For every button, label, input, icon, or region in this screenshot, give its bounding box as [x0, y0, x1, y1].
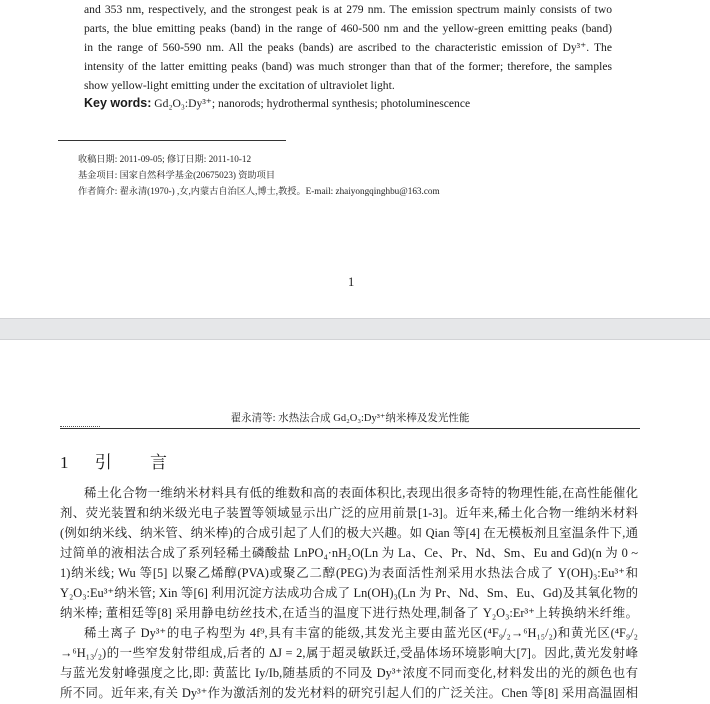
footnote-author-bio: 作者简介: 翟永清(1970-) ,女,内蒙古自治区人,博士,教授。E-mail: zhaiyongqinghbu@163.com: [78, 186, 440, 196]
section-title-char-1: 引: [94, 453, 114, 472]
abstract-line-4: intensity of the latter emitting peaks (band) was much stronger than that of the former; therefore, the samples: [84, 60, 612, 73]
page-separator: [0, 318, 710, 340]
page-number: 1: [348, 275, 355, 289]
abstract-line-3: in the range of 560-590 nm. All the peaks (bands) are ascribed to the characteristic emission of Dy³⁺. The: [84, 41, 612, 54]
document-page-2: [0, 340, 710, 700]
keywords-text: Gd₂O₃:Dy³⁺; nanorods; hydrothermal synthesis; photoluminescence: [154, 97, 471, 110]
paragraph-1-line-7: 纳米棒; 董相廷等[8] 采用静电纺丝技术,在适当的温度下进行热处理,制备了 Y₂O₃:Er³⁺上转换纳米纤维。: [60, 606, 638, 620]
header-rule: [60, 428, 640, 429]
footnote-received-date: 收稿日期: 2011-09-05; 修订日期: 2011-10-12: [78, 154, 252, 164]
paragraph-1-line-4: 过简单的液相法合成了系列轻稀土磷酸盐 LnPO₄·nH₂O(Ln 为 La、Ce、Pr、Nd、Sm、Eu and Gd)(n 为 0 ~: [60, 546, 638, 560]
keywords-label: Key words:: [84, 96, 152, 110]
paragraph-1-line-2: 剂、荧光装置和纳米级光电子装置等领域显示出广泛的应用前景[1-3]。近年来,稀土化合物一维纳米材料: [60, 506, 638, 520]
paragraph-2-line-3: 与蓝光发射峰强度之比,即: 黄蓝比 Iy/Ib,随基质的不同及 Dy³⁺浓度不同而变化,材料发出的光的颜色也有: [60, 666, 638, 680]
footnote-divider: [58, 140, 286, 141]
abstract-line-5: show yellow-light emitting under the excitation of ultraviolet light.: [84, 79, 395, 92]
paragraph-2-line-1: 稀土离子 Dy³⁺的电子构型为 4f⁹,具有丰富的能级,其发光主要由蓝光区(⁴F₉/₂→⁶H₁₅/₂)和黄光区(⁴F₉/₂: [84, 626, 638, 640]
paragraph-1-line-6: Y₂O₃:Eu³⁺纳米管; Xin 等[6] 利用沉淀方法成功合成了 Ln(OH)₃(Ln 为 Pr、Nd、Sm、Eu、Gd)及其氧化物的: [60, 586, 638, 600]
footnote-funding: 基金项目: 国家自然科学基金(20675023) 资助项目: [78, 170, 276, 180]
paragraph-1-line-1: 稀土化合物一维纳米材料具有低的维数和高的表面体积比,表现出很多奇特的物理性能,在高性能催化: [84, 486, 638, 500]
paragraph-2-line-2: →⁶H₁₃/₂)的一些窄发射带组成,后者的 ΔJ = 2,属于超灵敏跃迁,受晶体场环境影响大[7]。因此,黄光发射峰: [60, 646, 638, 660]
section-number: 1: [60, 453, 71, 472]
header-dotted-mark: [60, 426, 100, 427]
abstract-line-2: parts, the blue emitting peaks (band) in the range of 460-500 nm and the yellow-green emitting peaks (band): [84, 22, 612, 35]
document-page-1: [0, 0, 710, 318]
paragraph-2-line-4: 所不同。近年来,有关 Dy³⁺作为激活剂的发光材料的研究引起人们的广泛关注。Chen 等[8] 采用高温固相: [60, 686, 638, 700]
abstract-line-1: and 353 nm, respectively, and the strongest peak is at 279 nm. The emission spectrum mainly consists of two: [84, 3, 612, 16]
paragraph-1-line-5: 1)纳米线; Wu 等[5] 以聚乙烯醇(PVA)或聚乙二醇(PEG)为表面活性剂采用水热法合成了 Y(OH)₃:Eu³⁺和: [60, 566, 638, 580]
section-heading: [60, 448, 169, 473]
keywords-line: [84, 94, 612, 113]
section-title-char-2: 言: [150, 453, 169, 472]
paragraph-1-line-3: (例如纳米线、纳米管、纳米棒)的合成引起了人们的极大兴趣。如 Qian 等[4] 在无模板剂且室温条件下,通: [60, 526, 638, 540]
running-header: 翟永清等: 水热法合成 Gd₂O₃:Dy³⁺纳米棒及发光性能: [230, 413, 470, 424]
